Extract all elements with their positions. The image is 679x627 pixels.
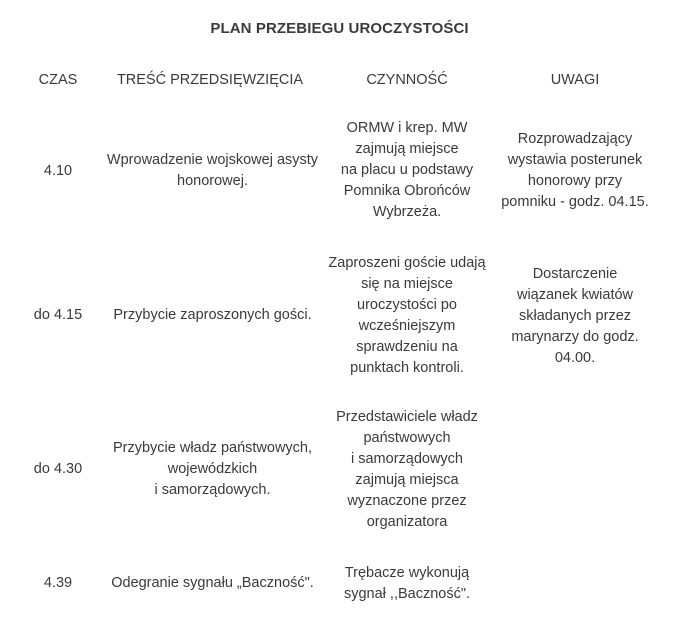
row-2-action: Zaproszeni goście udają się na miejsce uroczystości po wcześniejszym sprawdzeniu na punktach kontroli.	[328, 255, 486, 376]
column-header-action: CZYNNOŚĆ	[366, 72, 448, 88]
row-4-event: Odegranie sygnału „Baczność".	[111, 575, 314, 591]
row-2-notes: Dostarczenie wiązanek kwiatów składanych przez marynarzy do godz. 04.00.	[511, 266, 639, 366]
column-header-event: TREŚĆ PRZEDSIĘWZIĘCIA	[116, 72, 304, 88]
row-3-action: Przedstawiciele władz państwowych i samorządowych zajmują miejsca wyznaczone przez organizatora	[336, 409, 478, 530]
row-1-notes: Rozprowadzający wystawia posterunek honorowy przy pomniku - godz. 04.15.	[501, 131, 649, 210]
row-3-event: Przybycie władz państwowych, wojewódzkich i samorządowych.	[112, 440, 313, 498]
row-2-time: do 4.15	[33, 307, 83, 323]
row-1-event: Wprowadzenie wojskowej asysty honorowej.	[106, 152, 319, 189]
row-4-action: Trębacze wykonują sygnał ,,Baczność".	[343, 565, 471, 602]
document-title: PLAN PRZEBIEGU UROCZYSTOŚCI	[210, 20, 469, 37]
row-1-action: ORMW i krep. MW zajmują miejsce na placu u podstawy Pomnika Obrońców Wybrzeża.	[340, 120, 474, 220]
row-3-time: do 4.30	[33, 461, 83, 477]
row-4-time: 4.39	[43, 575, 73, 591]
column-header-notes: UWAGI	[550, 72, 600, 88]
column-header-time: CZAS	[38, 72, 78, 88]
row-1-time: 4.10	[43, 163, 73, 179]
row-2-event: Przybycie zaproszonych gości.	[113, 307, 312, 323]
